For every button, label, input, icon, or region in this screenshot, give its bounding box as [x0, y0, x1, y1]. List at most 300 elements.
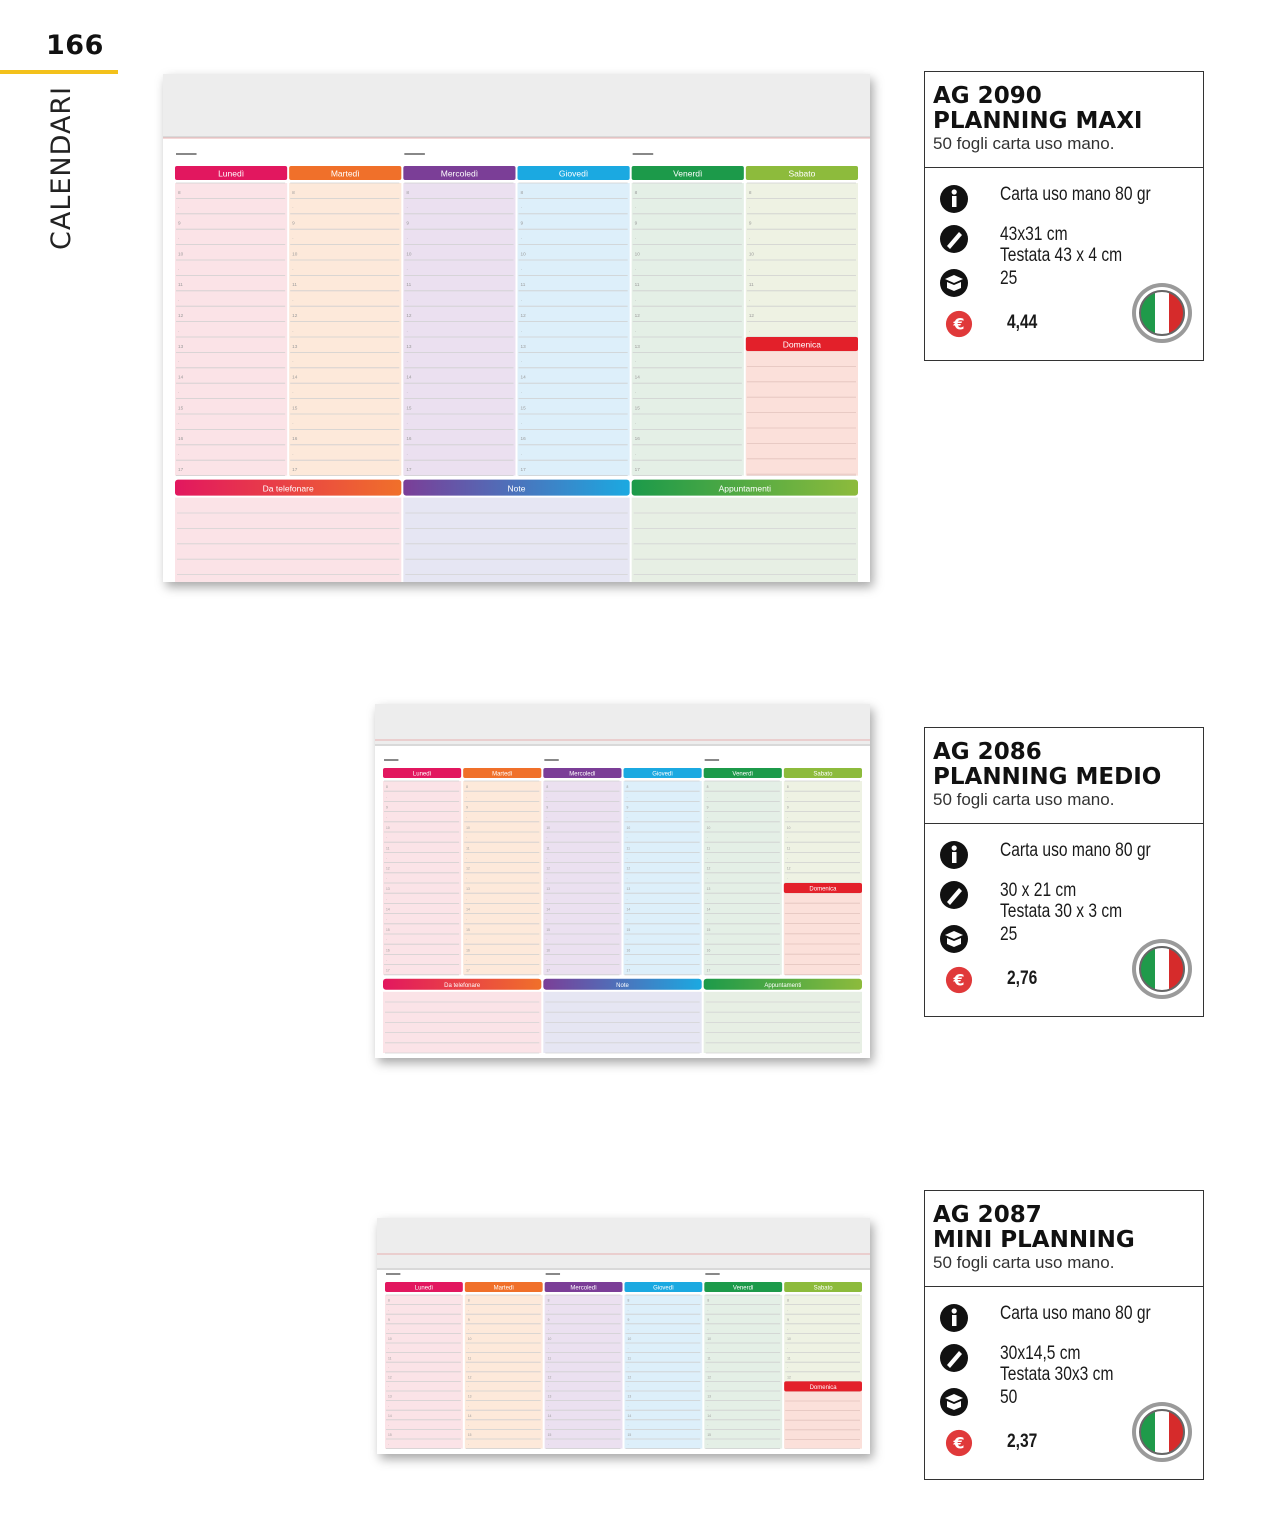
- row-number: 15: [520, 405, 526, 411]
- row-number: 15: [292, 405, 298, 411]
- row-number: 15: [634, 405, 640, 411]
- row-number: 16: [386, 948, 390, 953]
- row-number: ·: [546, 876, 548, 881]
- row-number: 9: [520, 220, 524, 226]
- row-number: 17: [706, 968, 711, 973]
- row-number: 10: [748, 251, 755, 257]
- row-number: ·: [467, 1327, 469, 1332]
- row-number: ·: [707, 1423, 709, 1428]
- row-number: ·: [546, 938, 548, 943]
- day-label: Lunedì: [412, 771, 432, 778]
- row-number: 13: [466, 887, 470, 892]
- sunday-label: Domenica: [782, 339, 822, 350]
- row-number: 8: [547, 1298, 550, 1303]
- row-number: 13: [388, 1394, 392, 1399]
- row-number: 9: [707, 1317, 710, 1322]
- row-number: 11: [627, 1356, 631, 1361]
- row-number: ·: [466, 836, 468, 841]
- row-number: ·: [386, 938, 388, 943]
- row-number: 17: [466, 968, 470, 973]
- row-number: ·: [547, 1404, 549, 1409]
- row-number: 13: [406, 343, 412, 349]
- row-number: ·: [406, 235, 408, 241]
- product-name: PLANNING MAXI: [933, 108, 1143, 134]
- row-number: 11: [406, 282, 412, 288]
- row-number: ·: [466, 815, 468, 820]
- row-number: 9: [547, 1317, 550, 1322]
- row-number: 12: [707, 1375, 712, 1380]
- row-number: ·: [546, 856, 548, 861]
- day-column: [175, 183, 287, 476]
- pencil-icon: [939, 1343, 969, 1373]
- product-card-ag-2086: [924, 727, 1204, 1017]
- field-label: [705, 1273, 719, 1275]
- section-label: Da telefonare: [444, 982, 481, 989]
- row-number: ·: [546, 917, 548, 922]
- pencil-icon: [939, 880, 969, 910]
- row-number: ·: [707, 1308, 709, 1313]
- row-number: ·: [520, 235, 523, 241]
- product-subtitle: 50 fogli carta uso mano.: [933, 134, 1115, 153]
- mini-planning-image: [377, 1218, 870, 1454]
- info-icon: [939, 184, 969, 214]
- row-number: ·: [786, 795, 788, 800]
- row-number: 13: [467, 1394, 472, 1399]
- row-number: ·: [292, 205, 294, 211]
- row-number: ·: [748, 297, 751, 303]
- row-number: 17: [626, 968, 631, 973]
- row-number: 9: [706, 805, 709, 810]
- row-number: 11: [292, 282, 298, 288]
- row-number: ·: [520, 266, 523, 272]
- row-number: 16: [178, 436, 184, 442]
- paper-spec: Carta uso mano 80 gr: [1000, 840, 1151, 861]
- row-number: ·: [706, 876, 708, 881]
- row-number: 11: [388, 1356, 392, 1361]
- svg-text:€: €: [953, 1433, 965, 1453]
- row-number: 10: [388, 1337, 392, 1342]
- row-number: 11: [467, 1356, 472, 1361]
- row-number: ·: [707, 1442, 709, 1447]
- row-number: ·: [388, 1404, 390, 1409]
- row-number: ·: [178, 359, 180, 365]
- row-number: ·: [787, 1346, 789, 1351]
- row-number: 8: [292, 189, 295, 195]
- day-label: Sabato: [788, 168, 816, 179]
- row-number: ·: [626, 856, 628, 861]
- row-number: 13: [546, 887, 551, 892]
- row-number: 12: [466, 866, 470, 871]
- day-column: [289, 183, 401, 476]
- price: 2,76: [1007, 968, 1038, 989]
- row-number: ·: [787, 1327, 789, 1332]
- mini-planning-grid: [377, 1218, 870, 1454]
- row-number: 13: [626, 887, 631, 892]
- row-number: ·: [627, 1327, 629, 1332]
- row-number: ·: [547, 1308, 549, 1313]
- row-number: 11: [178, 282, 183, 288]
- row-number: 12: [786, 866, 791, 871]
- day-column: [624, 781, 702, 975]
- day-label: Sabato: [813, 1285, 833, 1292]
- field-label: [404, 153, 425, 155]
- row-number: 17: [546, 968, 551, 973]
- pack-quantity: 50: [1000, 1387, 1018, 1408]
- section-label: Note: [616, 982, 629, 989]
- row-number: 15: [386, 927, 390, 932]
- row-number: 9: [634, 220, 638, 226]
- row-number: 15: [466, 927, 470, 932]
- sunday-column: [746, 337, 858, 476]
- row-number: 11: [786, 846, 791, 851]
- day-label: Giovedì: [558, 168, 589, 179]
- row-number: ·: [706, 917, 708, 922]
- row-number: 8: [748, 189, 752, 195]
- row-number: ·: [292, 235, 294, 241]
- row-number: 14: [634, 374, 640, 380]
- row-number: 8: [388, 1298, 390, 1303]
- row-number: ·: [292, 451, 294, 457]
- row-number: 10: [547, 1337, 552, 1342]
- row-number: 16: [406, 436, 412, 442]
- row-number: 8: [178, 189, 181, 195]
- row-number: 12: [787, 1375, 791, 1380]
- row-number: 8: [520, 189, 524, 195]
- row-number: ·: [626, 897, 628, 902]
- size-line-2: Testata 30 x 3 cm: [1000, 901, 1123, 922]
- row-number: ·: [627, 1346, 629, 1351]
- row-number: ·: [520, 205, 523, 211]
- row-number: 9: [546, 805, 549, 810]
- row-number: 10: [292, 251, 298, 257]
- row-number: ·: [634, 235, 637, 241]
- row-number: 8: [386, 785, 388, 790]
- row-number: 16: [466, 948, 470, 953]
- row-number: ·: [406, 420, 408, 426]
- euro-icon: [945, 1429, 973, 1457]
- row-number: 8: [626, 785, 629, 790]
- row-number: ·: [388, 1346, 390, 1351]
- row-number: ·: [547, 1327, 549, 1332]
- row-number: ·: [707, 1327, 709, 1332]
- field-label: [384, 759, 398, 761]
- row-number: ·: [546, 897, 548, 902]
- row-number: ·: [388, 1327, 390, 1332]
- field-label: [705, 759, 719, 761]
- row-number: 13: [292, 343, 298, 349]
- row-number: ·: [386, 958, 388, 963]
- row-number: ·: [292, 359, 294, 365]
- row-number: 14: [388, 1413, 392, 1418]
- row-number: 16: [706, 948, 711, 953]
- row-number: 10: [520, 251, 526, 257]
- row-number: 9: [748, 220, 752, 226]
- row-number: 9: [386, 805, 388, 810]
- row-number: 11: [706, 846, 711, 851]
- row-number: 12: [406, 312, 412, 318]
- field-label: [544, 759, 558, 761]
- row-number: 9: [178, 220, 181, 226]
- row-number: ·: [634, 328, 637, 334]
- row-number: 8: [546, 785, 549, 790]
- day-label: Venerdì: [732, 1285, 754, 1292]
- product-card-header: [925, 1191, 1203, 1287]
- sunday-label: Domenica: [809, 886, 837, 893]
- row-number: 17: [520, 466, 526, 472]
- row-number: 8: [627, 1298, 630, 1303]
- row-number: ·: [547, 1365, 549, 1370]
- size-line-2: Testata 30x3 cm: [1000, 1364, 1114, 1385]
- product-card-ag-2090: [924, 71, 1204, 361]
- day-label: Sabato: [813, 771, 833, 778]
- row-number: ·: [388, 1423, 390, 1428]
- euro-icon: [945, 310, 973, 338]
- box-icon: [939, 268, 969, 298]
- row-number: 14: [466, 907, 470, 912]
- section-label: Appuntamenti: [764, 982, 802, 989]
- row-number: ·: [178, 235, 180, 241]
- row-number: ·: [466, 938, 468, 943]
- row-number: 12: [388, 1375, 392, 1380]
- row-number: ·: [520, 297, 523, 303]
- row-number: 14: [707, 1413, 712, 1418]
- day-label: Martedì: [492, 771, 513, 778]
- row-number: 8: [634, 189, 638, 195]
- row-number: 13: [178, 343, 184, 349]
- row-number: 8: [406, 189, 409, 195]
- row-number: 15: [406, 405, 412, 411]
- row-number: 9: [388, 1317, 390, 1322]
- row-number: ·: [520, 359, 523, 365]
- row-number: ·: [388, 1385, 390, 1390]
- day-column: [463, 781, 541, 975]
- row-number: ·: [626, 836, 628, 841]
- row-number: 15: [467, 1433, 472, 1438]
- row-number: ·: [627, 1423, 629, 1428]
- row-number: 10: [634, 251, 640, 257]
- size-spec: [1000, 880, 1122, 922]
- day-label: Mercoledì: [570, 1285, 597, 1292]
- row-number: 14: [386, 907, 390, 912]
- product-card-header: [925, 72, 1203, 168]
- row-number: ·: [627, 1365, 629, 1370]
- row-number: ·: [292, 389, 294, 395]
- row-number: ·: [626, 795, 628, 800]
- row-number: ·: [406, 359, 408, 365]
- row-number: ·: [406, 389, 408, 395]
- row-number: 14: [178, 374, 184, 380]
- row-number: 15: [626, 927, 631, 932]
- row-number: 12: [634, 312, 640, 318]
- size-spec: [1000, 1343, 1113, 1385]
- row-number: ·: [406, 205, 408, 211]
- row-number: 16: [626, 948, 631, 953]
- row-number: ·: [406, 451, 408, 457]
- row-number: ·: [406, 297, 408, 303]
- row-number: ·: [520, 389, 523, 395]
- row-number: ·: [386, 836, 388, 841]
- row-number: 13: [627, 1394, 632, 1399]
- row-number: ·: [467, 1346, 469, 1351]
- pack-quantity: 25: [1000, 268, 1018, 289]
- row-number: 13: [520, 343, 526, 349]
- row-number: 17: [634, 466, 640, 472]
- row-number: 9: [466, 805, 469, 810]
- row-number: 15: [178, 405, 184, 411]
- row-number: ·: [466, 958, 468, 963]
- row-number: ·: [388, 1308, 390, 1313]
- size-line-1: 30 x 21 cm: [1000, 880, 1077, 901]
- planning-maxi-grid: [163, 74, 870, 582]
- section-label: Appuntamenti: [718, 483, 772, 494]
- row-number: 12: [467, 1375, 472, 1380]
- product-code: AG 2090: [933, 83, 1042, 109]
- row-number: ·: [626, 958, 628, 963]
- pack-quantity: 25: [1000, 924, 1018, 945]
- row-number: 13: [706, 887, 711, 892]
- row-number: 16: [292, 436, 298, 442]
- row-number: 11: [466, 846, 470, 851]
- row-number: ·: [388, 1365, 390, 1370]
- row-number: 17: [178, 466, 184, 472]
- row-number: 14: [546, 907, 551, 912]
- day-label: Giovedì: [652, 771, 673, 778]
- day-label: Giovedì: [653, 1285, 674, 1292]
- row-number: ·: [467, 1385, 469, 1390]
- italy-flag-badge: [1131, 282, 1193, 344]
- row-number: 15: [546, 927, 551, 932]
- size-spec: [1000, 224, 1122, 266]
- row-number: 10: [466, 825, 470, 830]
- row-number: ·: [626, 917, 628, 922]
- row-number: 12: [748, 312, 755, 318]
- row-number: ·: [627, 1404, 629, 1409]
- row-number: ·: [547, 1442, 549, 1447]
- row-number: 17: [292, 466, 298, 472]
- row-number: ·: [466, 897, 468, 902]
- row-number: ·: [547, 1385, 549, 1390]
- row-number: ·: [626, 876, 628, 881]
- row-number: ·: [786, 836, 788, 841]
- row-number: 9: [406, 220, 409, 226]
- row-number: 10: [406, 251, 412, 257]
- planning-medio-grid: [375, 704, 870, 1058]
- row-number: 9: [787, 1317, 790, 1322]
- sunday-column: [784, 883, 862, 975]
- day-column: [403, 183, 515, 476]
- row-number: ·: [388, 1442, 390, 1447]
- row-number: ·: [386, 917, 388, 922]
- row-number: 16: [520, 436, 526, 442]
- row-number: ·: [748, 235, 751, 241]
- row-number: 11: [547, 1356, 552, 1361]
- row-number: 12: [547, 1375, 552, 1380]
- row-number: ·: [546, 815, 548, 820]
- row-number: 9: [626, 805, 629, 810]
- notes-area: [632, 498, 858, 582]
- row-number: ·: [706, 938, 708, 943]
- row-number: 8: [786, 785, 789, 790]
- row-number: ·: [627, 1385, 629, 1390]
- row-number: 11: [707, 1356, 711, 1361]
- row-number: 13: [547, 1394, 552, 1399]
- row-number: ·: [627, 1442, 629, 1447]
- page-number: 166: [46, 30, 104, 61]
- row-number: ·: [406, 328, 408, 334]
- row-number: 10: [787, 1337, 791, 1342]
- row-number: ·: [292, 420, 294, 426]
- field-label: [633, 153, 654, 155]
- row-number: ·: [292, 297, 294, 303]
- product-card-body: [925, 824, 1203, 1024]
- paper-spec: Carta uso mano 80 gr: [1000, 184, 1151, 205]
- row-number: 12: [626, 866, 631, 871]
- box-icon: [939, 924, 969, 954]
- row-number: ·: [178, 297, 180, 303]
- row-number: ·: [386, 795, 388, 800]
- row-number: ·: [786, 876, 788, 881]
- row-number: 9: [786, 805, 789, 810]
- row-number: ·: [467, 1423, 469, 1428]
- product-name: MINI PLANNING: [933, 1227, 1135, 1253]
- row-number: 12: [627, 1375, 632, 1380]
- row-number: ·: [292, 328, 294, 334]
- row-number: ·: [467, 1365, 469, 1370]
- row-number: ·: [178, 451, 180, 457]
- field-label: [386, 1273, 400, 1275]
- row-number: 15: [707, 1433, 712, 1438]
- planning-maxi-image: [163, 74, 870, 582]
- row-number: ·: [634, 451, 637, 457]
- row-number: 10: [706, 825, 711, 830]
- row-number: 11: [386, 846, 390, 851]
- row-number: ·: [466, 856, 468, 861]
- euro-icon: [945, 966, 973, 994]
- row-number: ·: [706, 815, 708, 820]
- row-number: 9: [467, 1317, 470, 1322]
- row-number: ·: [634, 205, 637, 211]
- row-number: ·: [787, 1308, 789, 1313]
- row-number: ·: [178, 389, 180, 395]
- day-label: Martedì: [330, 168, 360, 179]
- row-number: 16: [634, 436, 640, 442]
- info-icon: [939, 1303, 969, 1333]
- row-number: 12: [520, 312, 526, 318]
- row-number: ·: [178, 328, 180, 334]
- row-number: ·: [626, 938, 628, 943]
- row-number: ·: [386, 815, 388, 820]
- svg-text:€: €: [953, 970, 965, 990]
- product-subtitle: 50 fogli carta uso mano.: [933, 1253, 1115, 1272]
- row-number: ·: [178, 205, 180, 211]
- row-number: 12: [706, 866, 711, 871]
- row-number: ·: [466, 876, 468, 881]
- row-number: 10: [707, 1337, 712, 1342]
- row-number: 9: [292, 220, 295, 226]
- row-number: 8: [706, 785, 709, 790]
- row-number: ·: [706, 897, 708, 902]
- row-number: 13: [634, 343, 640, 349]
- row-number: 13: [386, 887, 390, 892]
- product-name: PLANNING MEDIO: [933, 764, 1162, 790]
- row-number: 10: [386, 825, 390, 830]
- row-number: ·: [386, 876, 388, 881]
- row-number: ·: [406, 266, 408, 272]
- row-number: ·: [520, 420, 523, 426]
- row-number: ·: [467, 1404, 469, 1409]
- product-subtitle: 50 fogli carta uso mano.: [933, 790, 1115, 809]
- row-number: ·: [748, 205, 751, 211]
